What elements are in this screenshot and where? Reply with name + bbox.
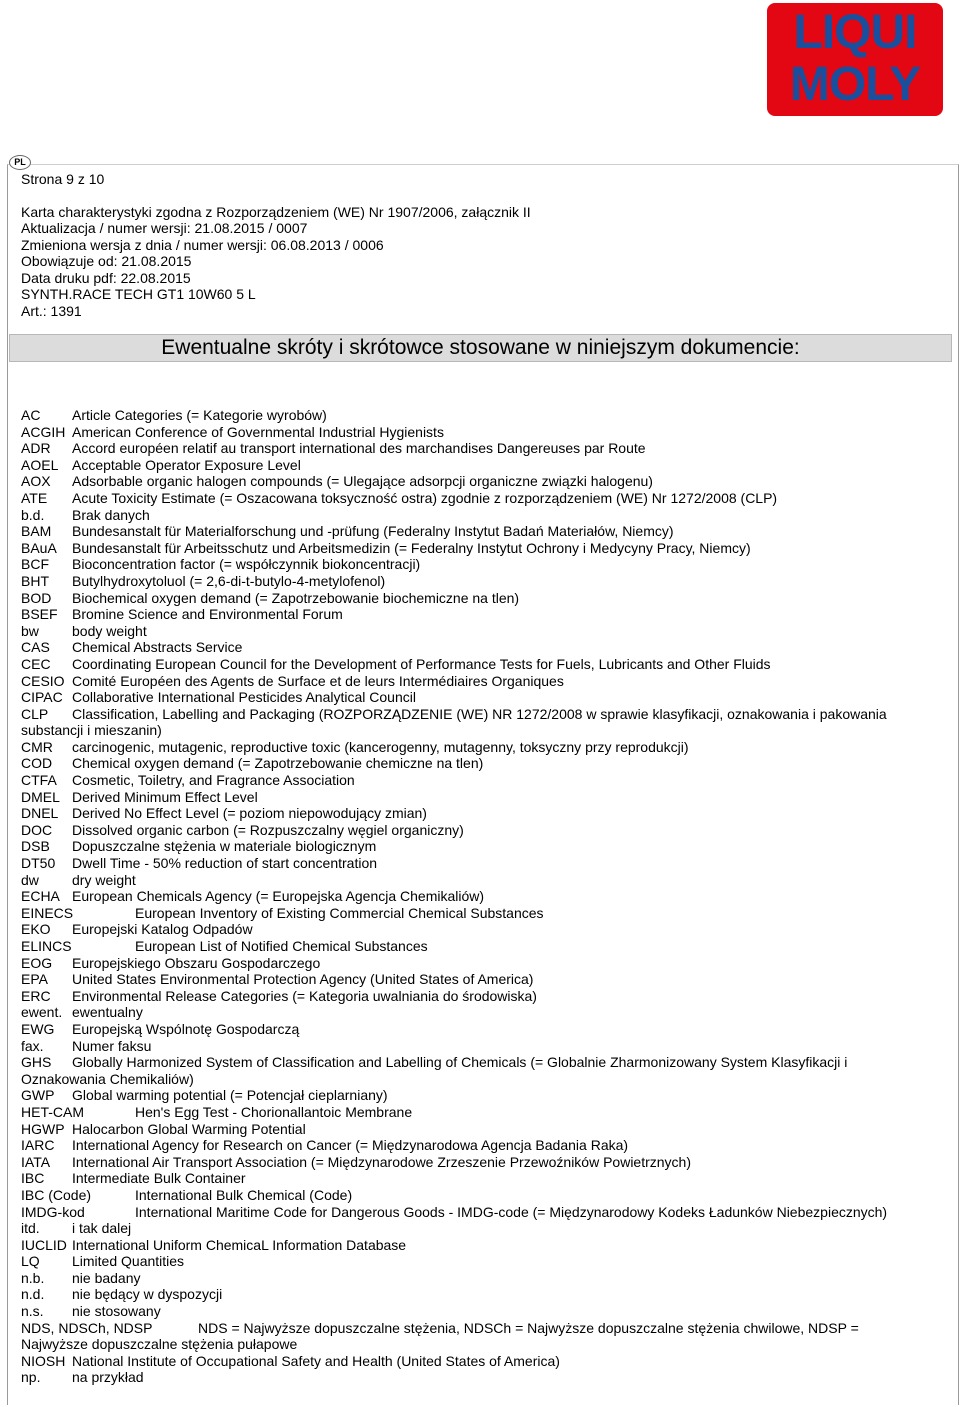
abbreviation-term: bw bbox=[21, 622, 39, 639]
abbreviation-term: AOEL bbox=[21, 456, 59, 473]
abbreviation-definition: Acceptable Operator Exposure Level bbox=[72, 456, 301, 473]
abbreviation-definition: na przykład bbox=[72, 1369, 144, 1386]
abbreviation-definition: Comité Européen des Agents de Surface et de leurs Intermédiaires Organiques bbox=[72, 672, 564, 689]
abbreviation-row bbox=[21, 1204, 916, 1221]
abbreviation-term: BAM bbox=[21, 523, 52, 540]
abbreviation-row bbox=[21, 440, 916, 457]
abbreviation-definition: Bundesanstalt für Arbeitsschutz und Arbeitsmedizin (= Federalny Instytut Ochrony i Medycyny Pracy, Niemcy) bbox=[72, 539, 751, 556]
abbreviation-definition: Brak danych bbox=[72, 506, 150, 523]
abbreviation-row bbox=[21, 573, 916, 590]
abbreviation-term: NDS, NDSCh, NDSP bbox=[21, 1319, 153, 1336]
abbreviation-definition: Butylhydroxytoluol (= 2,6-di-t-butylo-4-metylofenol) bbox=[72, 572, 386, 589]
abbreviation-row bbox=[21, 1270, 916, 1287]
abbreviation-row bbox=[21, 407, 916, 424]
abbreviation-row bbox=[21, 822, 916, 839]
abbreviation-term: CLP bbox=[21, 705, 49, 722]
abbreviation-row bbox=[21, 971, 916, 988]
abbreviation-row bbox=[21, 1286, 916, 1303]
abbreviation-term: HET-CAM bbox=[21, 1103, 84, 1120]
abbreviation-row bbox=[21, 507, 916, 524]
abbreviation-term: n.s. bbox=[21, 1303, 44, 1320]
abbreviation-row bbox=[21, 938, 916, 955]
abbreviation-term: NIOSH bbox=[21, 1352, 66, 1369]
abbreviation-term: EOG bbox=[21, 954, 53, 971]
abbreviation-definition: Limited Quantities bbox=[72, 1253, 185, 1270]
abbreviation-term: HGWP bbox=[21, 1120, 65, 1137]
abbreviation-term: GHS bbox=[21, 1054, 52, 1071]
logo-line-1: LIQUI bbox=[793, 6, 917, 59]
abbreviation-definition: Bioconcentration factor (= współczynnik biokoncentracji) bbox=[72, 556, 421, 573]
abbreviation-row bbox=[21, 490, 916, 507]
abbreviation-definition: American Conference of Governmental Industrial Hygienists bbox=[72, 423, 444, 440]
header-line: Obowiązuje od: 21.08.2015 bbox=[21, 253, 192, 269]
abbreviation-definition: Intermediate Bulk Container bbox=[72, 1170, 246, 1187]
liqui-moly-logo bbox=[767, 3, 943, 116]
abbreviation-row bbox=[21, 1187, 916, 1204]
abbreviation-row bbox=[21, 1237, 916, 1254]
abbreviation-term: EINECS bbox=[21, 904, 74, 921]
abbreviation-row bbox=[21, 1021, 916, 1038]
abbreviation-definition: Dopuszczalne stężenia w materiale biologicznym bbox=[72, 838, 377, 855]
abbreviation-term: DNEL bbox=[21, 805, 59, 822]
abbreviation-term: CEC bbox=[21, 655, 51, 672]
abbreviation-term: IARC bbox=[21, 1137, 55, 1154]
abbreviation-row bbox=[21, 706, 916, 739]
abbreviation-list bbox=[21, 407, 916, 1386]
abbreviation-definition: Europejską Wspólnotę Gospodarczą bbox=[72, 1020, 300, 1037]
abbreviation-row bbox=[21, 772, 916, 789]
abbreviation-term: IATA bbox=[21, 1153, 51, 1170]
abbreviation-row bbox=[21, 606, 916, 623]
abbreviation-term: BOD bbox=[21, 589, 52, 606]
abbreviation-row bbox=[21, 540, 916, 557]
abbreviation-term: AOX bbox=[21, 473, 51, 490]
abbreviation-term: DT50 bbox=[21, 855, 56, 872]
abbreviation-term: IBC bbox=[21, 1170, 45, 1187]
abbreviation-term: IBC (Code) bbox=[21, 1186, 92, 1203]
abbreviation-term: ERC bbox=[21, 987, 51, 1004]
abbreviation-term: IMDG-kod bbox=[21, 1203, 85, 1220]
abbreviation-definition: Collaborative International Pesticides Analytical Council bbox=[72, 689, 416, 706]
abbreviation-definition: Accord européen relatif au transport international des marchandises Dangereuses par Route bbox=[72, 440, 646, 457]
abbreviation-term: EKO bbox=[21, 921, 51, 938]
abbreviation-term: b.d. bbox=[21, 506, 45, 523]
abbreviation-term: CTFA bbox=[21, 772, 57, 789]
abbreviation-row bbox=[21, 955, 916, 972]
abbreviation-definition: i tak dalej bbox=[72, 1220, 132, 1237]
abbreviation-term: BAuA bbox=[21, 539, 57, 556]
abbreviation-row bbox=[21, 689, 916, 706]
abbreviation-row bbox=[21, 639, 916, 656]
abbreviation-term: EWG bbox=[21, 1020, 55, 1037]
header-line: Aktualizacja / numer wersji: 21.08.2015 / 0007 bbox=[21, 220, 308, 236]
abbreviation-term: ATE bbox=[21, 489, 48, 506]
abbreviation-row bbox=[21, 1369, 916, 1386]
abbreviation-definition: nie badany bbox=[72, 1269, 141, 1286]
abbreviation-term: fax. bbox=[21, 1037, 44, 1054]
abbreviation-row bbox=[21, 473, 916, 490]
abbreviation-definition: Coordinating European Council for the Development of Performance Tests for Fuels, Lubricants and Other Fluids bbox=[72, 655, 771, 672]
header-line: Karta charakterystyki zgodna z Rozporządzeniem (WE) Nr 1907/2006, załącznik II bbox=[21, 203, 531, 220]
abbreviation-row bbox=[21, 556, 916, 573]
abbreviation-definition: nie stosowany bbox=[72, 1303, 161, 1320]
abbreviation-term: dw bbox=[21, 871, 39, 888]
abbreviation-term: CAS bbox=[21, 639, 50, 656]
abbreviation-row bbox=[21, 1303, 916, 1320]
abbreviation-definition: Europejski Katalog Odpadów bbox=[72, 921, 253, 938]
abbreviation-row bbox=[21, 988, 916, 1005]
abbreviation-definition: International Maritime Code for Dangerous Goods - IMDG-code (= Międzynarodowy Kodeks Ładunków Niebezpiecznych) bbox=[135, 1203, 888, 1220]
abbreviation-definition: Chemical Abstracts Service bbox=[72, 639, 243, 656]
abbreviation-row bbox=[21, 855, 916, 872]
abbreviation-definition: Globally Harmonized System of Classification and Labelling of Chemicals (= Globalnie Zharmonizowany System Klasyfikacji i Oznakowania Chemikaliów) bbox=[21, 1054, 848, 1087]
abbreviation-definition: ewentualny bbox=[72, 1004, 143, 1021]
abbreviation-row bbox=[21, 1220, 916, 1237]
abbreviation-definition: Biochemical oxygen demand (= Zapotrzebowanie biochemiczne na tlen) bbox=[72, 589, 520, 606]
abbreviation-row bbox=[21, 1004, 916, 1021]
abbreviation-row bbox=[21, 1154, 916, 1171]
document-header bbox=[21, 171, 531, 319]
abbreviation-row bbox=[21, 656, 916, 673]
abbreviation-row bbox=[21, 1087, 916, 1104]
abbreviation-term: DOC bbox=[21, 821, 53, 838]
abbreviation-term: BSEF bbox=[21, 606, 58, 623]
abbreviation-term: DMEL bbox=[21, 788, 60, 805]
abbreviation-term: itd. bbox=[21, 1220, 40, 1237]
abbreviation-definition: Dissolved organic carbon (= Rozpuszczalny węgiel organiczny) bbox=[72, 821, 464, 838]
abbreviation-definition: United States Environmental Protection Agency (United States of America) bbox=[72, 971, 534, 988]
abbreviation-term: ECHA bbox=[21, 888, 60, 905]
header-line: Art.: 1391 bbox=[21, 302, 82, 319]
abbreviation-definition: Environmental Release Categories (= Kategoria uwalniania do środowiska) bbox=[72, 987, 537, 1004]
abbreviation-definition: Article Categories (= Kategorie wyrobów) bbox=[72, 407, 327, 423]
abbreviation-row bbox=[21, 1137, 916, 1154]
abbreviation-row bbox=[21, 424, 916, 441]
abbreviation-row bbox=[21, 872, 916, 889]
abbreviation-definition: Derived No Effect Level (= poziom niepowodujący zmian) bbox=[72, 805, 427, 822]
abbreviation-row bbox=[21, 838, 916, 855]
abbreviation-term: np. bbox=[21, 1369, 41, 1386]
abbreviation-term: ACGIH bbox=[21, 423, 66, 440]
abbreviation-definition: International Uniform ChemicaL Information Database bbox=[72, 1236, 407, 1253]
abbreviation-row bbox=[21, 1038, 916, 1055]
abbreviation-definition: European List of Notified Chemical Substances bbox=[135, 938, 428, 954]
header-line: SYNTH.RACE TECH GT1 10W60 5 L bbox=[21, 286, 256, 302]
abbreviation-row bbox=[21, 1121, 916, 1138]
abbreviation-definition: Classification, Labelling and Packaging (ROZPORZĄDZENIE (WE) NR 1272/2008 w sprawie klasyfikacji, oznakowania i pakowania substancji i mieszanin) bbox=[21, 705, 887, 739]
abbreviation-term: CIPAC bbox=[21, 689, 63, 706]
country-badge: PL bbox=[9, 155, 31, 170]
abbreviation-row bbox=[21, 805, 916, 822]
abbreviation-definition: Bundesanstalt für Materialforschung und -prüfung (Federalny Instytut Badań Materiałów, Niemcy) bbox=[72, 523, 674, 540]
abbreviation-row bbox=[21, 523, 916, 540]
abbreviation-definition: Hen's Egg Test - Chorionallantoic Membrane bbox=[135, 1103, 413, 1120]
logo-line-2: MOLY bbox=[789, 58, 921, 111]
abbreviation-row bbox=[21, 1253, 916, 1270]
abbreviation-term: IUCLID bbox=[21, 1236, 67, 1253]
abbreviation-definition: European Inventory of Existing Commercial Chemical Substances bbox=[135, 904, 544, 921]
abbreviation-definition: Acute Toxicity Estimate (= Oszacowana toksyczność ostra) zgodnie z rozporządzeniem (WE) Nr 1272/2008 (CLP) bbox=[72, 489, 778, 506]
abbreviation-row bbox=[21, 921, 916, 938]
abbreviation-definition: European Chemicals Agency (= Europejska Agencja Chemikaliów) bbox=[72, 888, 485, 905]
abbreviation-definition: Europejskiego Obszaru Gospodarczego bbox=[72, 954, 321, 971]
abbreviation-definition: nie będący w dyspozycji bbox=[72, 1286, 223, 1303]
abbreviation-row bbox=[21, 673, 916, 690]
abbreviation-definition: dry weight bbox=[72, 871, 136, 888]
abbreviation-row bbox=[21, 888, 916, 905]
abbreviation-definition: carcinogenic, mutagenic, reproductive toxic (kancerogenny, mutagenny, toksyczny przy reprodukcji) bbox=[72, 738, 689, 755]
abbreviation-definition: Derived Minimum Effect Level bbox=[72, 788, 258, 805]
abbreviation-row bbox=[21, 457, 916, 474]
abbreviation-term: n.d. bbox=[21, 1286, 45, 1303]
abbreviation-definition: NDS = Najwyższe dopuszczalne stężenia, NDSCh = Najwyższe dopuszczalne stężenia chwilowe, NDSP = Najwyższe dopuszczalne stężenia pułapowe bbox=[21, 1319, 859, 1353]
abbreviation-definition: International Bulk Chemical (Code) bbox=[135, 1186, 353, 1203]
page-number: Strona 9 z 10 bbox=[21, 171, 105, 187]
abbreviation-row bbox=[21, 739, 916, 756]
abbreviation-row bbox=[21, 590, 916, 607]
header-line: Zmieniona wersja z dnia / numer wersji: 06.08.2013 / 0006 bbox=[21, 236, 384, 253]
abbreviation-definition: Bromine Science and Environmental Forum bbox=[72, 606, 343, 623]
abbreviation-definition: Numer faksu bbox=[72, 1037, 152, 1054]
abbreviation-term: n.b. bbox=[21, 1269, 45, 1286]
abbreviation-term: BCF bbox=[21, 556, 49, 573]
abbreviation-row bbox=[21, 623, 916, 640]
abbreviation-term: CMR bbox=[21, 738, 53, 755]
abbreviation-term: AC bbox=[21, 407, 41, 423]
abbreviation-term: ADR bbox=[21, 440, 51, 457]
abbreviation-term: LQ bbox=[21, 1253, 40, 1270]
abbreviation-row bbox=[21, 1104, 916, 1121]
abbreviation-term: GWP bbox=[21, 1087, 55, 1104]
abbreviation-definition: Cosmetic, Toiletry, and Fragrance Association bbox=[72, 772, 355, 789]
abbreviation-row bbox=[21, 1054, 916, 1087]
abbreviation-definition: body weight bbox=[72, 622, 147, 639]
abbreviation-definition: Chemical oxygen demand (= Zapotrzebowanie chemiczne na tlen) bbox=[72, 755, 484, 772]
abbreviation-term: COD bbox=[21, 755, 53, 772]
section-title: Ewentualne skróty i skrótowce stosowane w niniejszym dokumencie: bbox=[9, 334, 952, 362]
abbreviation-definition: Adsorbable organic halogen compounds (= Ulegające adsorpcji organiczne związki halogenu) bbox=[72, 473, 653, 490]
abbreviation-row bbox=[21, 905, 916, 922]
abbreviation-definition: Dwell Time - 50% reduction of start concentration bbox=[72, 855, 378, 872]
abbreviation-definition: International Air Transport Association (= Międzynarodowe Zrzeszenie Przewoźników Powietrznych) bbox=[72, 1153, 692, 1170]
abbreviation-row bbox=[21, 1320, 916, 1353]
abbreviation-row bbox=[21, 789, 916, 806]
abbreviation-term: CESIO bbox=[21, 672, 65, 689]
abbreviation-term: DSB bbox=[21, 838, 50, 855]
abbreviation-term: ELINCS bbox=[21, 938, 72, 954]
abbreviation-term: EPA bbox=[21, 971, 48, 988]
abbreviation-definition: Halocarbon Global Warming Potential bbox=[72, 1120, 306, 1137]
abbreviation-term: BHT bbox=[21, 572, 49, 589]
header-line: Data druku pdf: 22.08.2015 bbox=[21, 269, 191, 286]
abbreviation-row bbox=[21, 1170, 916, 1187]
abbreviation-term: ewent. bbox=[21, 1004, 63, 1021]
abbreviation-definition: Global warming potential (= Potencjał cieplarniany) bbox=[72, 1087, 388, 1104]
abbreviation-row bbox=[21, 1353, 916, 1370]
abbreviation-row bbox=[21, 755, 916, 772]
abbreviation-definition: National Institute of Occupational Safety and Health (United States of America) bbox=[72, 1352, 560, 1369]
abbreviation-definition: International Agency for Research on Cancer (= Międzynarodowa Agencja Badania Raka) bbox=[72, 1137, 629, 1154]
